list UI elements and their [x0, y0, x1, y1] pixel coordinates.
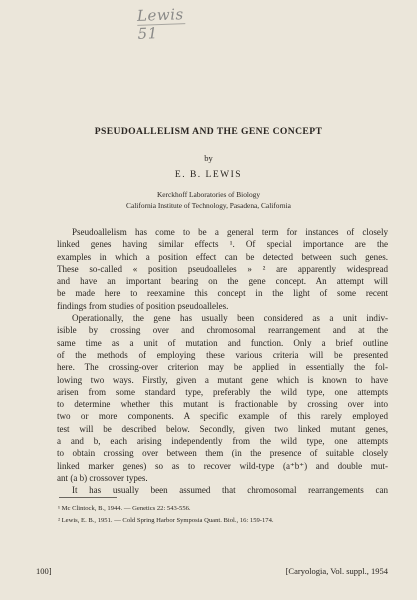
text-line: to obtain crossing over between them (in the presence of suitable closely	[57, 448, 388, 459]
text-line: test will be described below. Secondly, given two linked mutant genes,	[57, 423, 388, 434]
text-line: two or more components. A specific example of this rarely employed	[57, 411, 388, 422]
text-line: arisen from some standard type, preferably the wild type, one attempts	[57, 386, 388, 397]
byline: by	[204, 153, 213, 163]
text-line: isible by crossing over and chromosomal rearrangement and at the	[57, 325, 388, 336]
footnote-divider	[59, 497, 117, 498]
article-title: PSEUDOALLELISM AND THE GENE CONCEPT	[94, 126, 323, 137]
text-line: here. The crossing-over criterion may be applied in essentially the fol-	[57, 362, 388, 373]
paragraph	[57, 312, 388, 484]
text-line: linked marker genes) so as to recover wild-type (a⁺b⁺) and double mut-	[57, 460, 388, 471]
author-name: E. B. LEWIS	[174, 170, 243, 180]
text-line: Operationally, the gene has usually been considered as a unit indiv-	[72, 313, 388, 324]
text-line: linked genes having similar effects ¹. Of special importance are the	[57, 239, 388, 250]
affiliation-line: California Institute of Technology, Pasadena, California	[126, 201, 291, 210]
text-line: ant (a b) crossover types.	[57, 472, 148, 483]
text-line: examples in which a position effect can be detected between such genes.	[57, 251, 388, 262]
text-line: Pseudoallelism has come to be a general term for instances of closely	[72, 227, 388, 237]
article-body	[57, 226, 388, 497]
paragraph	[57, 484, 388, 496]
text-line: These so-called « position pseudoalleles » ² are apparently widespread	[57, 263, 388, 274]
text-line: findings from studies of position pseudoalleles.	[57, 300, 229, 311]
text-line: lowing two ways. Firstly, given a mutant gene which is known to have	[57, 374, 388, 385]
footnote: ² Lewis, E. B., 1951. — Cold Spring Harbor Symposia Quant. Biol., 16: 159-174.	[58, 517, 274, 524]
affiliation-line: Kerckhoff Laboratories of Biology	[156, 190, 261, 199]
handwritten-annotation: Lewis 51	[136, 5, 184, 43]
footnote: ¹ Mc Clintock, B., 1944. — Genetics 22: 543-556.	[58, 505, 191, 512]
text-line: be made here to reexamine this concept in the light of some recent	[57, 288, 388, 299]
journal-reference: [Caryologia, Vol. suppl., 1954	[285, 566, 388, 576]
paragraph	[57, 226, 388, 312]
text-line: It has usually been assumed that chromosomal rearrangements can	[72, 485, 388, 496]
text-line: and have an important bearing on the gene concept. An attempt will	[57, 276, 388, 287]
page-number: 100]	[36, 566, 52, 576]
text-line: same time as a unit of mutation and function. Only a brief outline	[57, 337, 388, 348]
text-line: of the methods of employing these various criteria will be presented	[57, 349, 388, 360]
text-line: to determine whether this mutant is fractionable by crossing over into	[57, 399, 388, 410]
text-line: a and b, each arising independently from the wild type, one attempts	[57, 436, 388, 447]
